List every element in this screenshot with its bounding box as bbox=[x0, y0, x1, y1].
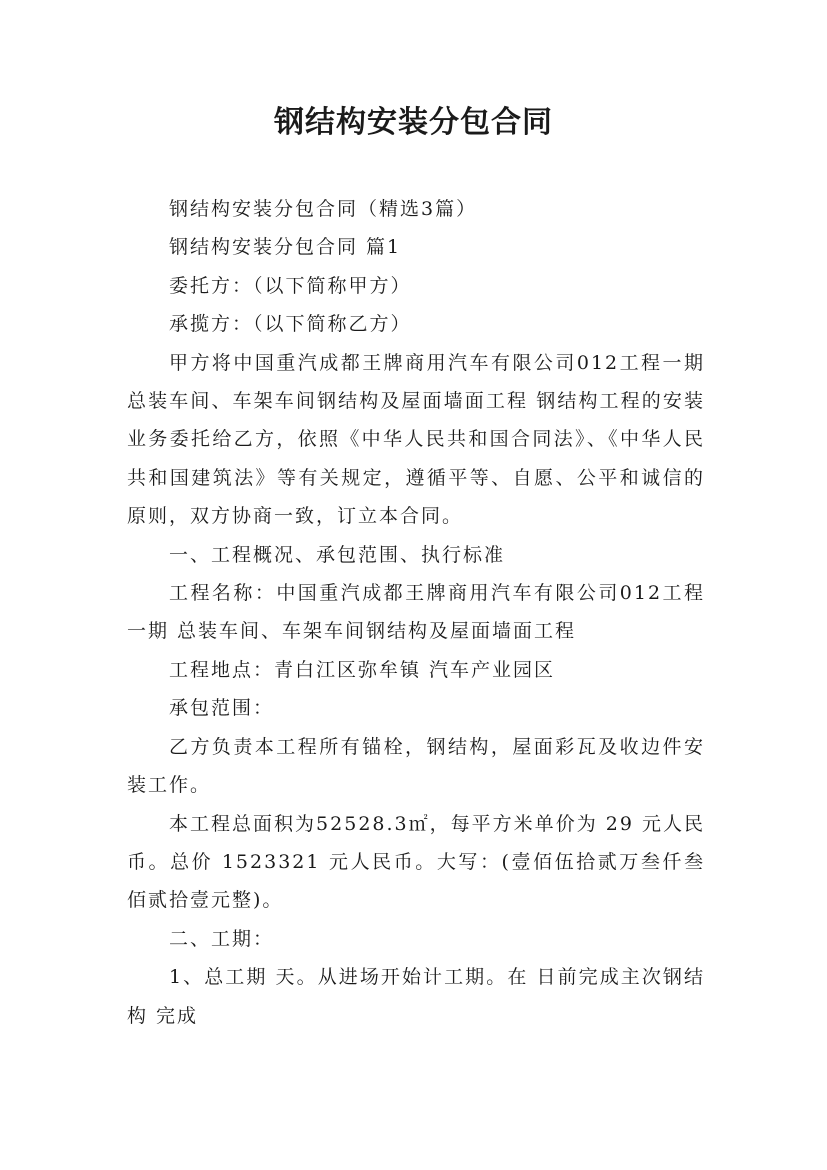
paragraph-total-duration: 1、总工期 天。从进场开始计工期。在 日前完成主次钢结构 完成 bbox=[127, 966, 705, 1027]
document-title: 钢结构安装分包合同 bbox=[274, 105, 553, 140]
paragraph-heading-selected: 钢结构安装分包合同（精选3篇） bbox=[169, 198, 478, 220]
paragraph-scope-label: 承包范围： bbox=[169, 697, 275, 720]
paragraph-chapter-1: 钢结构安装分包合同 篇1 bbox=[169, 236, 402, 259]
paragraph-project-location: 工程地点：青白江区弥牟镇 汽车产业园区 bbox=[169, 658, 556, 681]
paragraph-preamble: 甲方将中国重汽成都王牌商用汽车有限公司012工程一期 总装车间、车架车间钢结构及屋面墙面工程 钢结构工程的安装业务委托给乙方，依照《中华人民共和国合同法》、《中华人民共和国建筑法》等有关规定，遵循平等、自愿、公平和诚信的原则，双方协商一致，订立本合同。 bbox=[127, 351, 705, 528]
paragraph-project-name: 工程名称：中国重汽成都王牌商用汽车有限公司012工程一期 总装车间、车架车间钢结构及屋面墙面工程 bbox=[127, 582, 705, 643]
paragraph-area-price: 本工程总面积为52528.3㎡，每平方米单价为 29 元人民币。总价 1523321 元人民币。大写：(壹佰伍拾贰万叁仟叁佰贰拾壹元整)。 bbox=[127, 812, 705, 912]
document-body bbox=[127, 190, 705, 1035]
section-heading-schedule: 二、工期： bbox=[169, 927, 275, 950]
paragraph-contractor: 承揽方：（以下简称乙方） bbox=[169, 313, 412, 336]
paragraph-client: 委托方：（以下简称甲方） bbox=[169, 274, 412, 297]
section-heading-overview: 一、工程概况、承包范围、执行标准 bbox=[169, 543, 506, 566]
paragraph-scope-detail: 乙方负责本工程所有锚栓，钢结构，屋面彩瓦及收边件安装工作。 bbox=[127, 735, 705, 797]
